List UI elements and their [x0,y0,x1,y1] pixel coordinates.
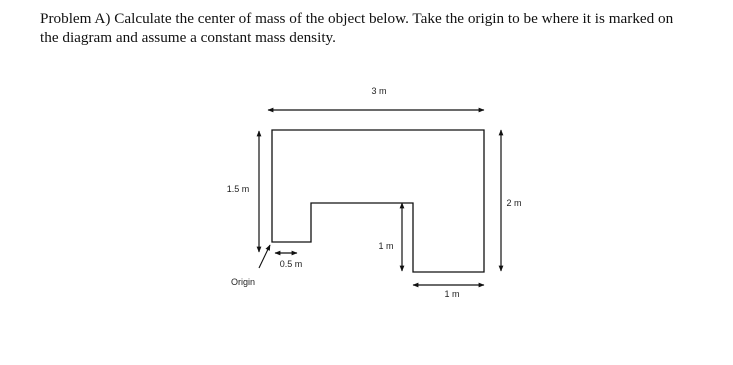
origin-label: Origin [230,277,256,287]
left-height-label: 1.5 m [226,184,250,194]
problem-line-2: the diagram and assume a constant mass density. [40,29,336,46]
right-height-label: 2 m [506,198,522,208]
bottom-left-width-label: 0.5 m [279,259,303,269]
problem-line-1: Problem A) Calculate the center of mass of the object below. Take the origin to be where it is marked on [40,10,674,27]
inner-height-label: 1 m [378,241,394,251]
top-width-label: 3 m [371,86,387,96]
bottom-right-width-label: 1 m [444,289,460,299]
origin-pointer-arrow [259,245,270,268]
